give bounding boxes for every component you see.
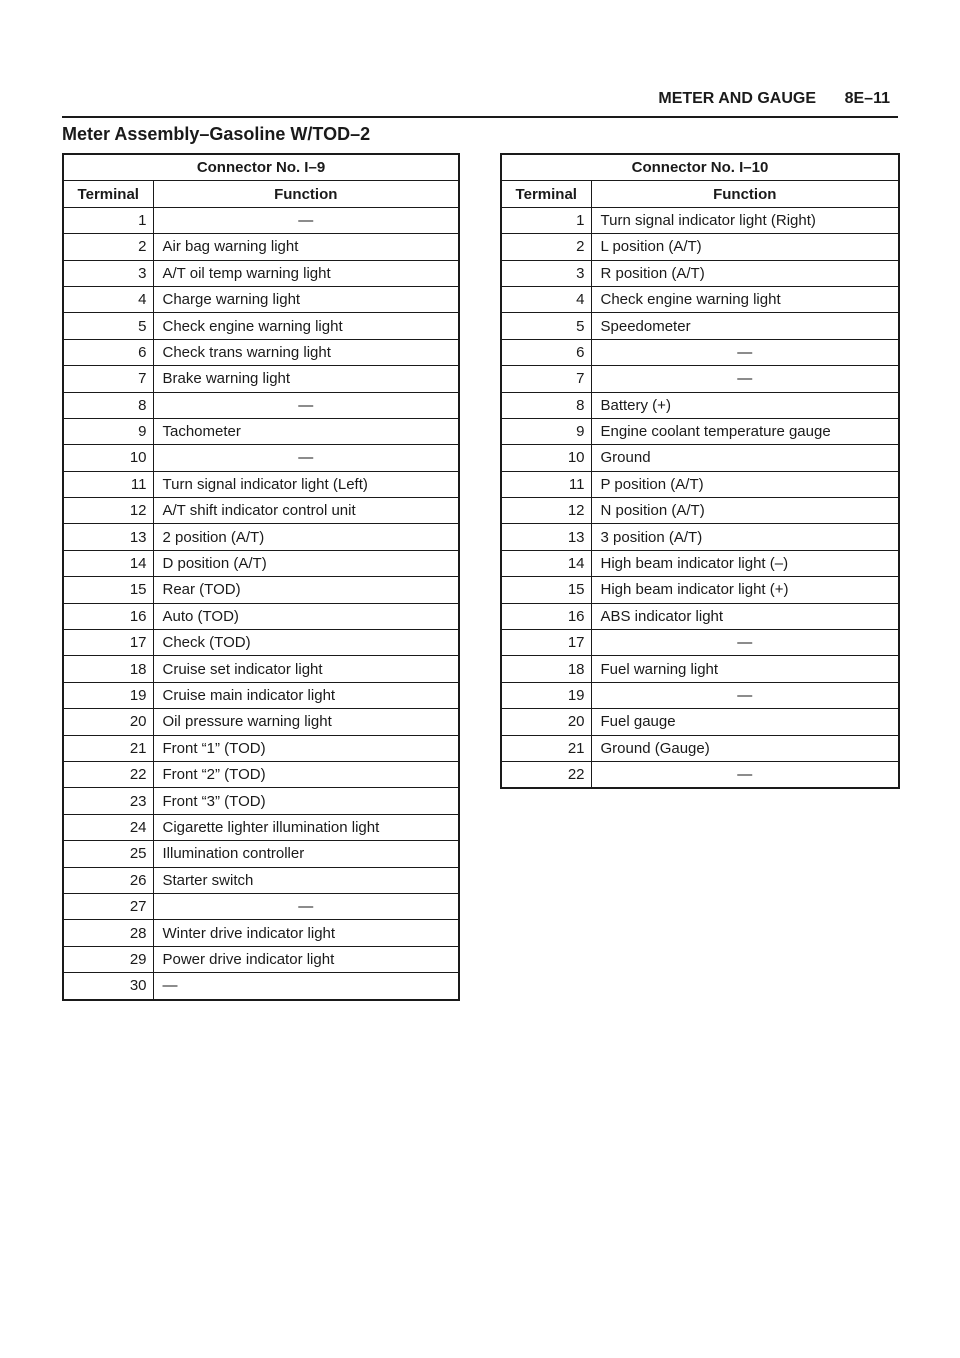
function-cell: Cruise main indicator light	[153, 682, 459, 708]
table-row	[501, 418, 899, 444]
table-row	[501, 392, 899, 418]
table-row	[63, 234, 459, 260]
terminal-cell: 25	[63, 841, 153, 867]
function-cell: Engine coolant temperature gauge	[591, 418, 899, 444]
function-cell: Front “2” (TOD)	[153, 761, 459, 787]
column-header-terminal: Terminal	[501, 181, 591, 207]
function-cell: Cigarette lighter illumination light	[153, 814, 459, 840]
table-row	[63, 893, 459, 919]
table-caption-row	[63, 154, 459, 181]
function-cell: Oil pressure warning light	[153, 709, 459, 735]
terminal-cell: 9	[501, 418, 591, 444]
terminal-cell: 3	[501, 260, 591, 286]
terminal-cell: 12	[63, 498, 153, 524]
function-cell: Fuel gauge	[591, 709, 899, 735]
function-cell: Charge warning light	[153, 286, 459, 312]
terminal-cell: 8	[63, 392, 153, 418]
table-row	[501, 366, 899, 392]
function-cell: L position (A/T)	[591, 234, 899, 260]
table-header-row	[63, 181, 459, 207]
function-cell: —	[591, 630, 899, 656]
terminal-cell: 6	[63, 339, 153, 365]
function-cell: —	[153, 973, 459, 1000]
table-row	[63, 471, 459, 497]
table-row	[501, 339, 899, 365]
function-cell: High beam indicator light (–)	[591, 550, 899, 576]
terminal-cell: 17	[63, 630, 153, 656]
terminal-cell: 9	[63, 418, 153, 444]
connector-caption: Connector No. I–9	[63, 154, 459, 181]
function-cell: —	[591, 761, 899, 788]
terminal-cell: 7	[501, 366, 591, 392]
table-row	[63, 392, 459, 418]
terminal-cell: 10	[63, 445, 153, 471]
function-cell: Rear (TOD)	[153, 577, 459, 603]
table-row	[501, 234, 899, 260]
function-cell: Front “1” (TOD)	[153, 735, 459, 761]
table-row	[63, 630, 459, 656]
terminal-cell: 21	[63, 735, 153, 761]
terminal-cell: 3	[63, 260, 153, 286]
table-row	[63, 973, 459, 1000]
terminal-cell: 30	[63, 973, 153, 1000]
table-row	[501, 313, 899, 339]
terminal-cell: 13	[501, 524, 591, 550]
table-row	[63, 603, 459, 629]
terminal-cell: 21	[501, 735, 591, 761]
function-cell: Check engine warning light	[153, 313, 459, 339]
function-cell: Illumination controller	[153, 841, 459, 867]
terminal-cell: 19	[501, 682, 591, 708]
table-row	[63, 814, 459, 840]
table-row	[501, 207, 899, 233]
function-cell: Power drive indicator light	[153, 946, 459, 972]
page-number: 8E–11	[844, 90, 890, 107]
terminal-cell: 6	[501, 339, 591, 365]
function-cell: Starter switch	[153, 867, 459, 893]
function-cell: Turn signal indicator light (Left)	[153, 471, 459, 497]
table-row	[63, 761, 459, 787]
terminal-cell: 14	[63, 550, 153, 576]
function-cell: R position (A/T)	[591, 260, 899, 286]
terminal-cell: 2	[501, 234, 591, 260]
connector-table-i9	[62, 153, 460, 1001]
table-row	[501, 709, 899, 735]
table-row	[63, 656, 459, 682]
table-row	[501, 471, 899, 497]
terminal-cell: 22	[501, 761, 591, 788]
function-cell: ABS indicator light	[591, 603, 899, 629]
function-cell: Brake warning light	[153, 366, 459, 392]
terminal-cell: 17	[501, 630, 591, 656]
table-row	[501, 286, 899, 312]
terminal-cell: 16	[63, 603, 153, 629]
terminal-cell: 1	[501, 207, 591, 233]
column-header-function: Function	[591, 181, 899, 207]
terminal-cell: 23	[63, 788, 153, 814]
function-cell: Speedometer	[591, 313, 899, 339]
terminal-cell: 22	[63, 761, 153, 787]
table-row	[501, 445, 899, 471]
terminal-cell: 5	[501, 313, 591, 339]
table-row	[63, 524, 459, 550]
table-row	[63, 735, 459, 761]
terminal-cell: 20	[501, 709, 591, 735]
function-cell: Ground	[591, 445, 899, 471]
terminal-cell: 18	[501, 656, 591, 682]
connector-table-i10	[500, 153, 900, 789]
terminal-cell: 2	[63, 234, 153, 260]
terminal-cell: 14	[501, 550, 591, 576]
terminal-cell: 16	[501, 603, 591, 629]
function-cell: Winter drive indicator light	[153, 920, 459, 946]
terminal-cell: 4	[501, 286, 591, 312]
terminal-cell: 26	[63, 867, 153, 893]
terminal-cell: 11	[63, 471, 153, 497]
function-cell: Fuel warning light	[591, 656, 899, 682]
connector-caption: Connector No. I–10	[501, 154, 899, 181]
table-row	[63, 366, 459, 392]
table-row	[63, 418, 459, 444]
terminal-cell: 1	[63, 207, 153, 233]
terminal-cell: 10	[501, 445, 591, 471]
table-row	[501, 761, 899, 788]
table-row	[63, 286, 459, 312]
function-cell: Air bag warning light	[153, 234, 459, 260]
terminal-cell: 4	[63, 286, 153, 312]
table-row	[501, 498, 899, 524]
function-cell: —	[591, 339, 899, 365]
function-cell: Ground (Gauge)	[591, 735, 899, 761]
table-row	[63, 682, 459, 708]
function-cell: —	[153, 893, 459, 919]
terminal-cell: 28	[63, 920, 153, 946]
table-row	[501, 735, 899, 761]
table-row	[501, 260, 899, 286]
table-row	[63, 339, 459, 365]
function-cell: Tachometer	[153, 418, 459, 444]
terminal-cell: 15	[501, 577, 591, 603]
terminal-cell: 8	[501, 392, 591, 418]
table-caption-row	[501, 154, 899, 181]
table-row	[63, 550, 459, 576]
table-row	[63, 709, 459, 735]
function-cell: D position (A/T)	[153, 550, 459, 576]
table-row	[63, 313, 459, 339]
table-row	[63, 841, 459, 867]
terminal-cell: 19	[63, 682, 153, 708]
terminal-cell: 27	[63, 893, 153, 919]
table-header-row	[501, 181, 899, 207]
terminal-cell: 12	[501, 498, 591, 524]
page-header	[62, 90, 898, 118]
function-cell: Cruise set indicator light	[153, 656, 459, 682]
table-row	[501, 577, 899, 603]
terminal-cell: 18	[63, 656, 153, 682]
terminal-cell: 24	[63, 814, 153, 840]
function-cell: 3 position (A/T)	[591, 524, 899, 550]
function-cell: —	[153, 445, 459, 471]
table-row	[63, 867, 459, 893]
table-row	[63, 260, 459, 286]
table-row	[63, 577, 459, 603]
function-cell: —	[153, 207, 459, 233]
terminal-cell: 20	[63, 709, 153, 735]
function-cell: N position (A/T)	[591, 498, 899, 524]
table-row	[501, 630, 899, 656]
function-cell: Turn signal indicator light (Right)	[591, 207, 899, 233]
function-cell: —	[591, 366, 899, 392]
function-cell: High beam indicator light (+)	[591, 577, 899, 603]
function-cell: —	[591, 682, 899, 708]
table-row	[501, 550, 899, 576]
function-cell: —	[153, 392, 459, 418]
terminal-cell: 11	[501, 471, 591, 497]
function-cell: Battery (+)	[591, 392, 899, 418]
table-row	[501, 656, 899, 682]
function-cell: Check trans warning light	[153, 339, 459, 365]
function-cell: Front “3” (TOD)	[153, 788, 459, 814]
page-title: Meter Assembly–Gasoline W/TOD–2	[62, 124, 371, 144]
table-row	[501, 524, 899, 550]
terminal-cell: 15	[63, 577, 153, 603]
function-cell: Check engine warning light	[591, 286, 899, 312]
terminal-cell: 13	[63, 524, 153, 550]
function-cell: A/T shift indicator control unit	[153, 498, 459, 524]
terminal-cell: 7	[63, 366, 153, 392]
table-row	[501, 603, 899, 629]
section-title: METER AND GAUGE	[658, 90, 816, 107]
terminal-cell: 5	[63, 313, 153, 339]
column-header-terminal: Terminal	[63, 181, 153, 207]
table-row	[63, 498, 459, 524]
column-header-function: Function	[153, 181, 459, 207]
table-row	[63, 445, 459, 471]
table-row	[63, 788, 459, 814]
function-cell: A/T oil temp warning light	[153, 260, 459, 286]
table-row	[63, 920, 459, 946]
function-cell: 2 position (A/T)	[153, 524, 459, 550]
table-row	[63, 207, 459, 233]
terminal-cell: 29	[63, 946, 153, 972]
table-row	[63, 946, 459, 972]
table-row	[501, 682, 899, 708]
function-cell: Auto (TOD)	[153, 603, 459, 629]
function-cell: Check (TOD)	[153, 630, 459, 656]
function-cell: P position (A/T)	[591, 471, 899, 497]
